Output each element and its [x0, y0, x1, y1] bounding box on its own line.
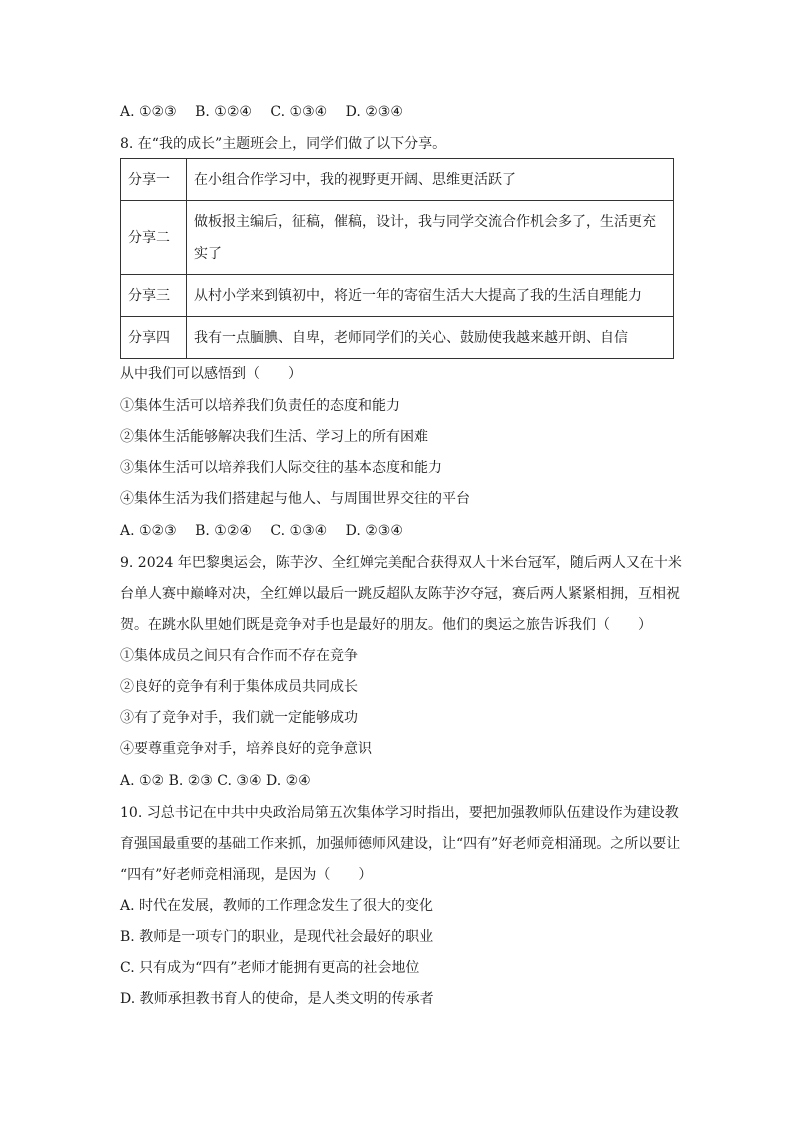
q10-option: B. 教师是一项专门的职业，是现代社会最好的职业 — [120, 929, 434, 945]
q8-options: A. ①②③ B. ①②④ C. ①③④ D. ②③④ — [120, 523, 403, 539]
q8-item: ④集体生活为我们搭建起与他人、与周围世界交往的平台 — [120, 491, 470, 507]
q8-item: ③集体生活可以培养我们人际交往的基本态度和能力 — [120, 460, 442, 476]
q9-stem-line: 9. 2024 年巴黎奥运会，陈芋汐、全红婵完美配合获得双人十米台冠军，随后两人又在十米 — [120, 555, 682, 571]
table-cell-label: 分享二 — [121, 201, 187, 275]
q10-option: A. 时代在发展，教师的工作理念发生了很大的变化 — [120, 898, 434, 914]
q8-share-table — [120, 158, 674, 359]
q9-stem-line: 台单人赛中巅峰对决，全红婵以最后一跳反超队友陈芋汐夺冠，赛后两人紧紧相拥，互相祝 — [120, 586, 680, 602]
table-row — [121, 275, 674, 317]
q9-item: ④要尊重竞争对手，培养良好的竞争意识 — [120, 741, 372, 757]
table-cell-label: 分享四 — [121, 317, 187, 359]
q10-option: C. 只有成为“四有”老师才能拥有更高的社会地位 — [120, 960, 420, 976]
q9-item: ①集体成员之间只有合作而不存在竞争 — [120, 648, 358, 664]
table-cell-text: 在小组合作学习中，我的视野更开阔、思维更活跃了 — [187, 159, 674, 201]
q7-options: A. ①②③ B. ①②④ C. ①③④ D. ②③④ — [120, 104, 403, 120]
table-cell-text: 从村小学来到镇初中，将近一年的寄宿生活大大提高了我的生活自理能力 — [187, 275, 674, 317]
q10-stem-line: “四有”好老师竞相涌现，是因为（ ） — [120, 867, 373, 883]
q8-prompt: 从中我们可以感悟到（ ） — [120, 366, 302, 382]
q10-option: D. 教师承担教书育人的使命，是人类文明的传承者 — [120, 991, 434, 1007]
table-row — [121, 159, 674, 201]
q8-item: ②集体生活能够解决我们生活、学习上的所有困难 — [120, 429, 428, 445]
q10-stem-line: 10. 习总书记在中共中央政治局第五次集体学习时指出，要把加强教师队伍建设作为建设教 — [120, 805, 679, 821]
q10-stem-line: 育强国最重要的基础工作来抓，加强师德师风建设，让“四有”好老师竞相涌现。之所以要让 — [120, 836, 681, 852]
q9-item: ②良好的竞争有利于集体成员共同成长 — [120, 679, 358, 695]
q9-options: A. ①② B. ②③ C. ③④ D. ②④ — [120, 773, 311, 789]
table-row — [121, 317, 674, 359]
table-cell-text: 做板报主编后，征稿，催稿，设计，我与同学交流合作机会多了，生活更充实了 — [187, 201, 674, 275]
table-cell-text: 我有一点腼腆、自卑，老师同学们的关心、鼓励使我越来越开朗、自信 — [187, 317, 674, 359]
q8-stem: 8. 在“我的成长”主题班会上，同学们做了以下分享。 — [120, 136, 447, 152]
q9-item: ③有了竞争对手，我们就一定能够成功 — [120, 710, 358, 726]
q8-item: ①集体生活可以培养我们负责任的态度和能力 — [120, 398, 400, 414]
q9-stem-line: 贺。在跳水队里她们既是竞争对手也是最好的朋友。他们的奥运之旅告诉我们（ ） — [120, 617, 652, 633]
table-cell-label: 分享三 — [121, 275, 187, 317]
table-row — [121, 201, 674, 275]
table-cell-label: 分享一 — [121, 159, 187, 201]
